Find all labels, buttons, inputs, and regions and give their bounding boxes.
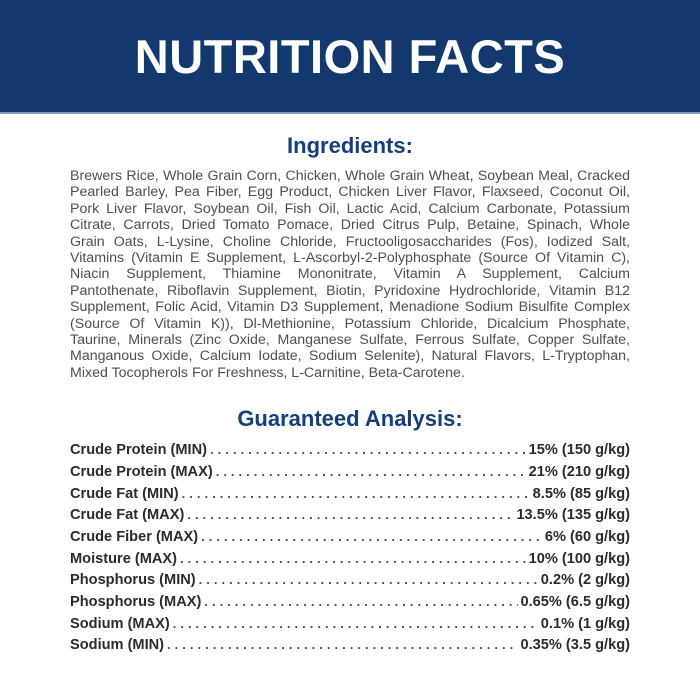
banner-title: NUTRITION FACTS	[134, 29, 566, 83]
nutrient-value: 0.1% (1 g/kg)	[540, 615, 630, 632]
nutrient-label: Moisture (MAX)	[70, 550, 178, 567]
nutrition-facts-banner	[0, 0, 700, 114]
nutrient-label: Sodium (MIN)	[70, 637, 165, 654]
dot-leader	[216, 463, 526, 481]
nutrient-label: Crude Protein (MAX)	[70, 463, 213, 480]
analysis-row	[70, 636, 630, 658]
dot-leader	[182, 485, 530, 503]
nutrient-value: 13.5% (135 g/kg)	[516, 507, 630, 524]
analysis-row	[70, 571, 630, 593]
nutrient-label: Crude Fat (MAX)	[70, 507, 185, 524]
dot-leader	[199, 571, 538, 589]
dot-leader	[180, 550, 526, 568]
nutrient-value: 21% (210 g/kg)	[528, 463, 630, 480]
ingredients-text: Brewers Rice, Whole Grain Corn, Chicken, Whole Grain Wheat, Soybean Meal, Cracked Pearled Barley, Pea Fiber, Egg Product, Chicken Liver Flavor, Flaxseed, Coconut Oil, Pork Liver Flavor, Soybean Oil, Fish Oil, Lactic Acid, Calcium Carbonate, Potassium Citrate, Carrots, Dried Tomato Pomace, Dried Citrus Pulp, Betaine, Spinach, Whole Grain Oats, L-Lysine, Choline Chloride, Fructooligosaccharides (Fos), Iodized Salt, Vitamins (Vitamin E Supplement, L-Ascorbyl-2-Polyphosphate (Source Of Vitamin C), Niacin Supplement, Thiamine Mononitrate, Vitamin A Supplement, Calcium Pantothenate, Riboflavin Supplement, Biotin, Pyridoxine Hydrochloride, Vitamin B12 Supplement, Folic Acid, Vitamin D3 Supplement, Menadione Sodium Bisulfite Complex (Source Of Vitamin K)), Dl-Methionine, Potassium Chloride, Dicalcium Phosphate, Taurine, Minerals (Zinc Oxide, Manganese Sulfate, Ferrous Sulfate, Copper Sulfate, Manganous Oxide, Calcium Iodate, Sodium Selenite), Natural Flavors, L-Tryptophan, Mixed Tocopherols For Freshness, L-Carnitine, Beta-Carotene.	[70, 168, 630, 381]
nutrient-value: 0.2% (2 g/kg)	[540, 572, 630, 589]
label-content	[70, 133, 630, 658]
analysis-row	[70, 615, 630, 637]
nutrient-value: 15% (150 g/kg)	[528, 442, 630, 459]
nutrient-label: Phosphorus (MIN)	[70, 572, 196, 589]
dot-leader	[187, 506, 513, 524]
nutrient-value: 6% (60 g/kg)	[544, 529, 630, 546]
analysis-row	[70, 441, 630, 463]
guaranteed-analysis-heading: Guaranteed Analysis:	[237, 406, 463, 432]
ingredients-heading: Ingredients:	[287, 133, 413, 158]
dot-leader	[173, 615, 538, 633]
analysis-row	[70, 593, 630, 615]
nutrient-value: 0.65% (6.5 g/kg)	[520, 594, 630, 611]
nutrient-label: Sodium (MAX)	[70, 615, 170, 632]
analysis-row	[70, 528, 630, 550]
analysis-row	[70, 485, 630, 507]
nutrient-label: Crude Protein (MIN)	[70, 442, 208, 459]
nutrient-value: 10% (100 g/kg)	[528, 550, 630, 567]
analysis-row	[70, 506, 630, 528]
nutrient-label: Crude Fat (MIN)	[70, 485, 179, 502]
dot-leader	[201, 528, 542, 546]
analysis-row	[70, 550, 630, 572]
dot-leader	[210, 441, 526, 459]
analysis-row	[70, 463, 630, 485]
nutrient-value: 8.5% (85 g/kg)	[532, 485, 630, 502]
dot-leader	[167, 636, 517, 654]
dot-leader	[204, 593, 517, 611]
nutrient-label: Phosphorus (MAX)	[70, 594, 202, 611]
guaranteed-analysis-table	[70, 441, 630, 658]
nutrient-label: Crude Fiber (MAX)	[70, 529, 199, 546]
nutrient-value: 0.35% (3.5 g/kg)	[520, 637, 630, 654]
